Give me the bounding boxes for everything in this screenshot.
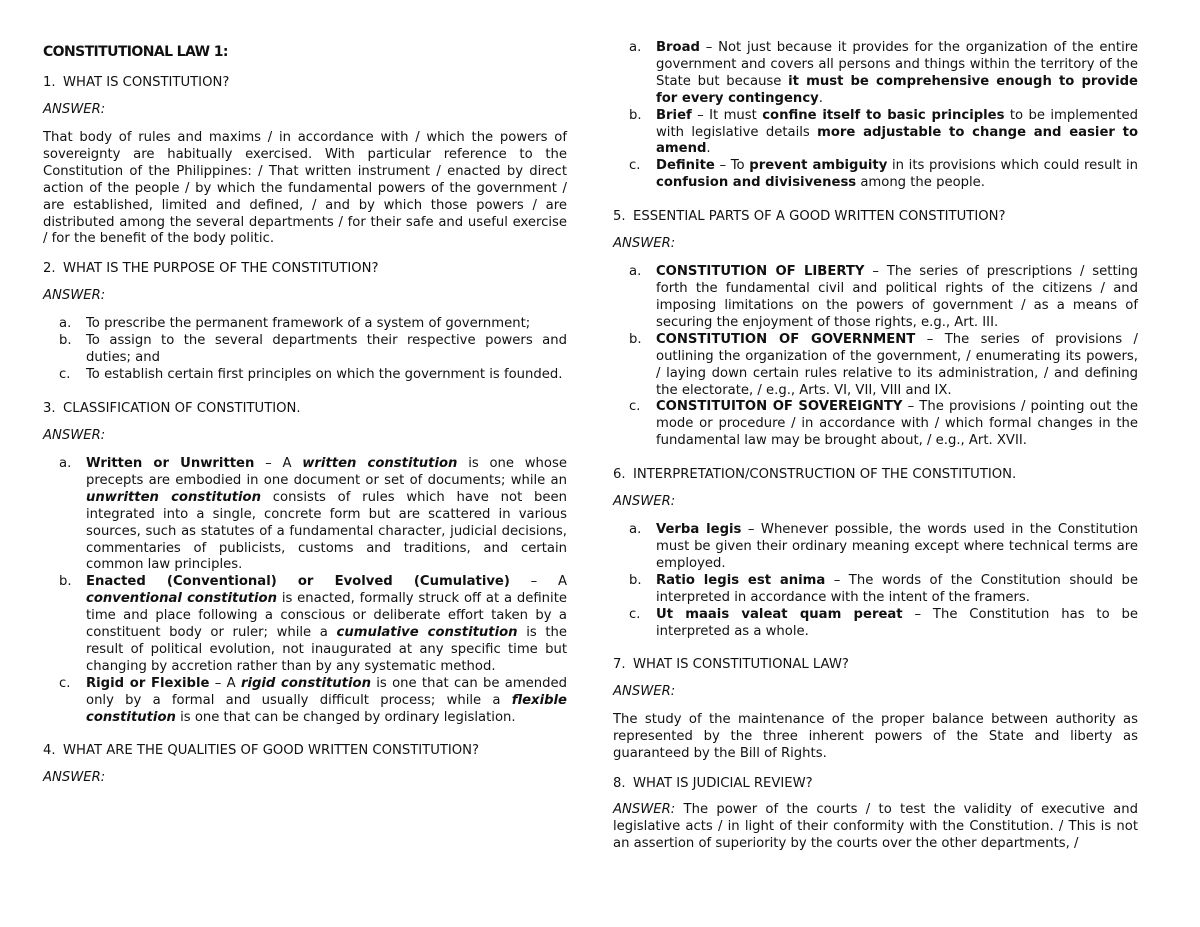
answer-label: ANSWER: [43,770,106,786]
list-item: b. To assign to the several departments their respective powers and duties; and [59,333,567,366]
answer-label: ANSWER: [43,288,106,304]
right-column [613,40,1138,865]
classification-list [43,456,567,727]
list-item: a. Broad – Not just because it provides for the organization of the entire government and covers all persons and things within the territory of the State but because it must be comprehensive enough to provide for every contingency. [629,40,1138,106]
question-4: 4. WHAT ARE THE QUALITIES OF GOOD WRITTEN CONSTITUTION? [43,743,480,759]
answer-1: That body of rules and maxims / in accordance with / which the powers of sovereignty are habitually exercised. With particular reference to the Constitution of the Philippines: / That written instrument / enacted by direct action of the people / by which the fundamental powers of the government / are established, limited and defined, / and by which those powers / are distributed among the several departments / for their safe and useful exercise / for the benefit of the body politic. [43,130,567,247]
list-item: b. Brief – It must confine itself to basic principles to be implemented with legislative details more adjustable to change and easier to amend. [629,107,1139,157]
question-6: 6. INTERPRETATION/CONSTRUCTION OF THE CONSTITUTION. [613,467,1017,483]
interpretation-list [613,522,1138,640]
question-8: 8. WHAT IS JUDICIAL REVIEW? [613,776,813,792]
answer-label: ANSWER: [43,427,106,443]
list-item: b. CONSTITUTION OF GOVERNMENT – The series of provisions / outlining the organization of the government, / enumerating its powers, / laying down certain rules relative to its administration, / and defining the electorate, / e.g., Arts. VI, VII, VIII and IX. [629,331,1138,398]
list-item: c. Ut maais valeat quam pereat – The Constitution has to be interpreted as a whole. [629,606,1139,639]
essential-parts-list [613,264,1138,450]
list-item: c. Definite – To prevent ambiguity in its provisions which could result in confusion and divisiveness among the people. [629,158,1138,191]
answer-7: The study of the maintenance of the proper balance between authority as represented by the three inherent powers of the State and liberty as guaranteed by the Bill of Rights. [613,712,1138,762]
list-item: b. Ratio legis est anima – The words of the Constitution should be interpreted in accordance with the intent of the framers. [629,572,1138,605]
qualities-list [613,40,1138,192]
left-column [43,40,567,798]
answer-label: ANSWER: [613,684,676,700]
answer-label: ANSWER: [613,802,676,818]
list-item: a. Written or Unwritten – A written constitution is one whose precepts are embodied in one document or set of documents; while an unwritten constitution consists of rules which have not been integrated into a single, concrete form but are scattered in various sources, such as statutes of a fundamental character, judicial decisions, commentaries of publicists, customs and traditions, and certain common law principles. [59,455,567,573]
question-3: 3. CLASSIFICATION OF CONSTITUTION. [43,400,301,416]
question-5: 5. ESSENTIAL PARTS OF A GOOD WRITTEN CONSTITUTION? [613,209,1006,225]
list-item: a. To prescribe the permanent framework of a system of government; [59,316,531,332]
purpose-list [43,316,567,384]
list-item: b. Enacted (Conventional) or Evolved (Cumulative) – A conventional constitution is enacted, formally struck off at a definite time and place following a conscious or deliberate effort taken by a constituent body or ruler; while a cumulative constitution is the result of political evolution, not inaugurated at any specific time but changing by accretion rather than by any systematic method. [59,574,568,674]
list-item: c. CONSTITUITON OF SOVEREIGNTY – The provisions / pointing out the mode or procedure / in accordance with / which formal changes in the fundamental law may be brought about, / e.g., Art. XVII. [629,399,1138,449]
list-item: c. Rigid or Flexible – A rigid constitution is one that can be amended only by a formal and usually difficult process; while a flexible constitution is one that can be changed by ordinary legislation. [59,675,568,725]
answer-label: ANSWER: [613,236,676,252]
document-title: CONSTITUTIONAL LAW 1: [43,44,228,60]
list-item: c. To establish certain first principles on which the government is founded. [59,367,563,383]
answer-label: ANSWER: [43,102,106,117]
question-1: 1. WHAT IS CONSTITUTION? [43,75,230,90]
answer-8: ANSWER: The power of the courts / to test the validity of executive and legislative acts / in light of their conformity with the Constitution. / This is not an assertion of superiority by the courts over the other departments, / [613,802,1138,851]
list-item: a. Verba legis – Whenever possible, the words used in the Constitution must be given their ordinary meaning except where technical terms are employed. [629,522,1139,571]
list-item: a. CONSTITUTION OF LIBERTY – The series of prescriptions / setting forth the fundamental civil and political rights of the citizens / and imposing limitations on the powers of government / as a means of securing the enjoyment of those rights, e.g., Art. III. [629,264,1139,330]
question-2: 2. WHAT IS THE PURPOSE OF THE CONSTITUTION? [43,261,379,277]
answer-label: ANSWER: [613,494,676,510]
question-7: 7. WHAT IS CONSTITUTIONAL LAW? [613,657,849,673]
